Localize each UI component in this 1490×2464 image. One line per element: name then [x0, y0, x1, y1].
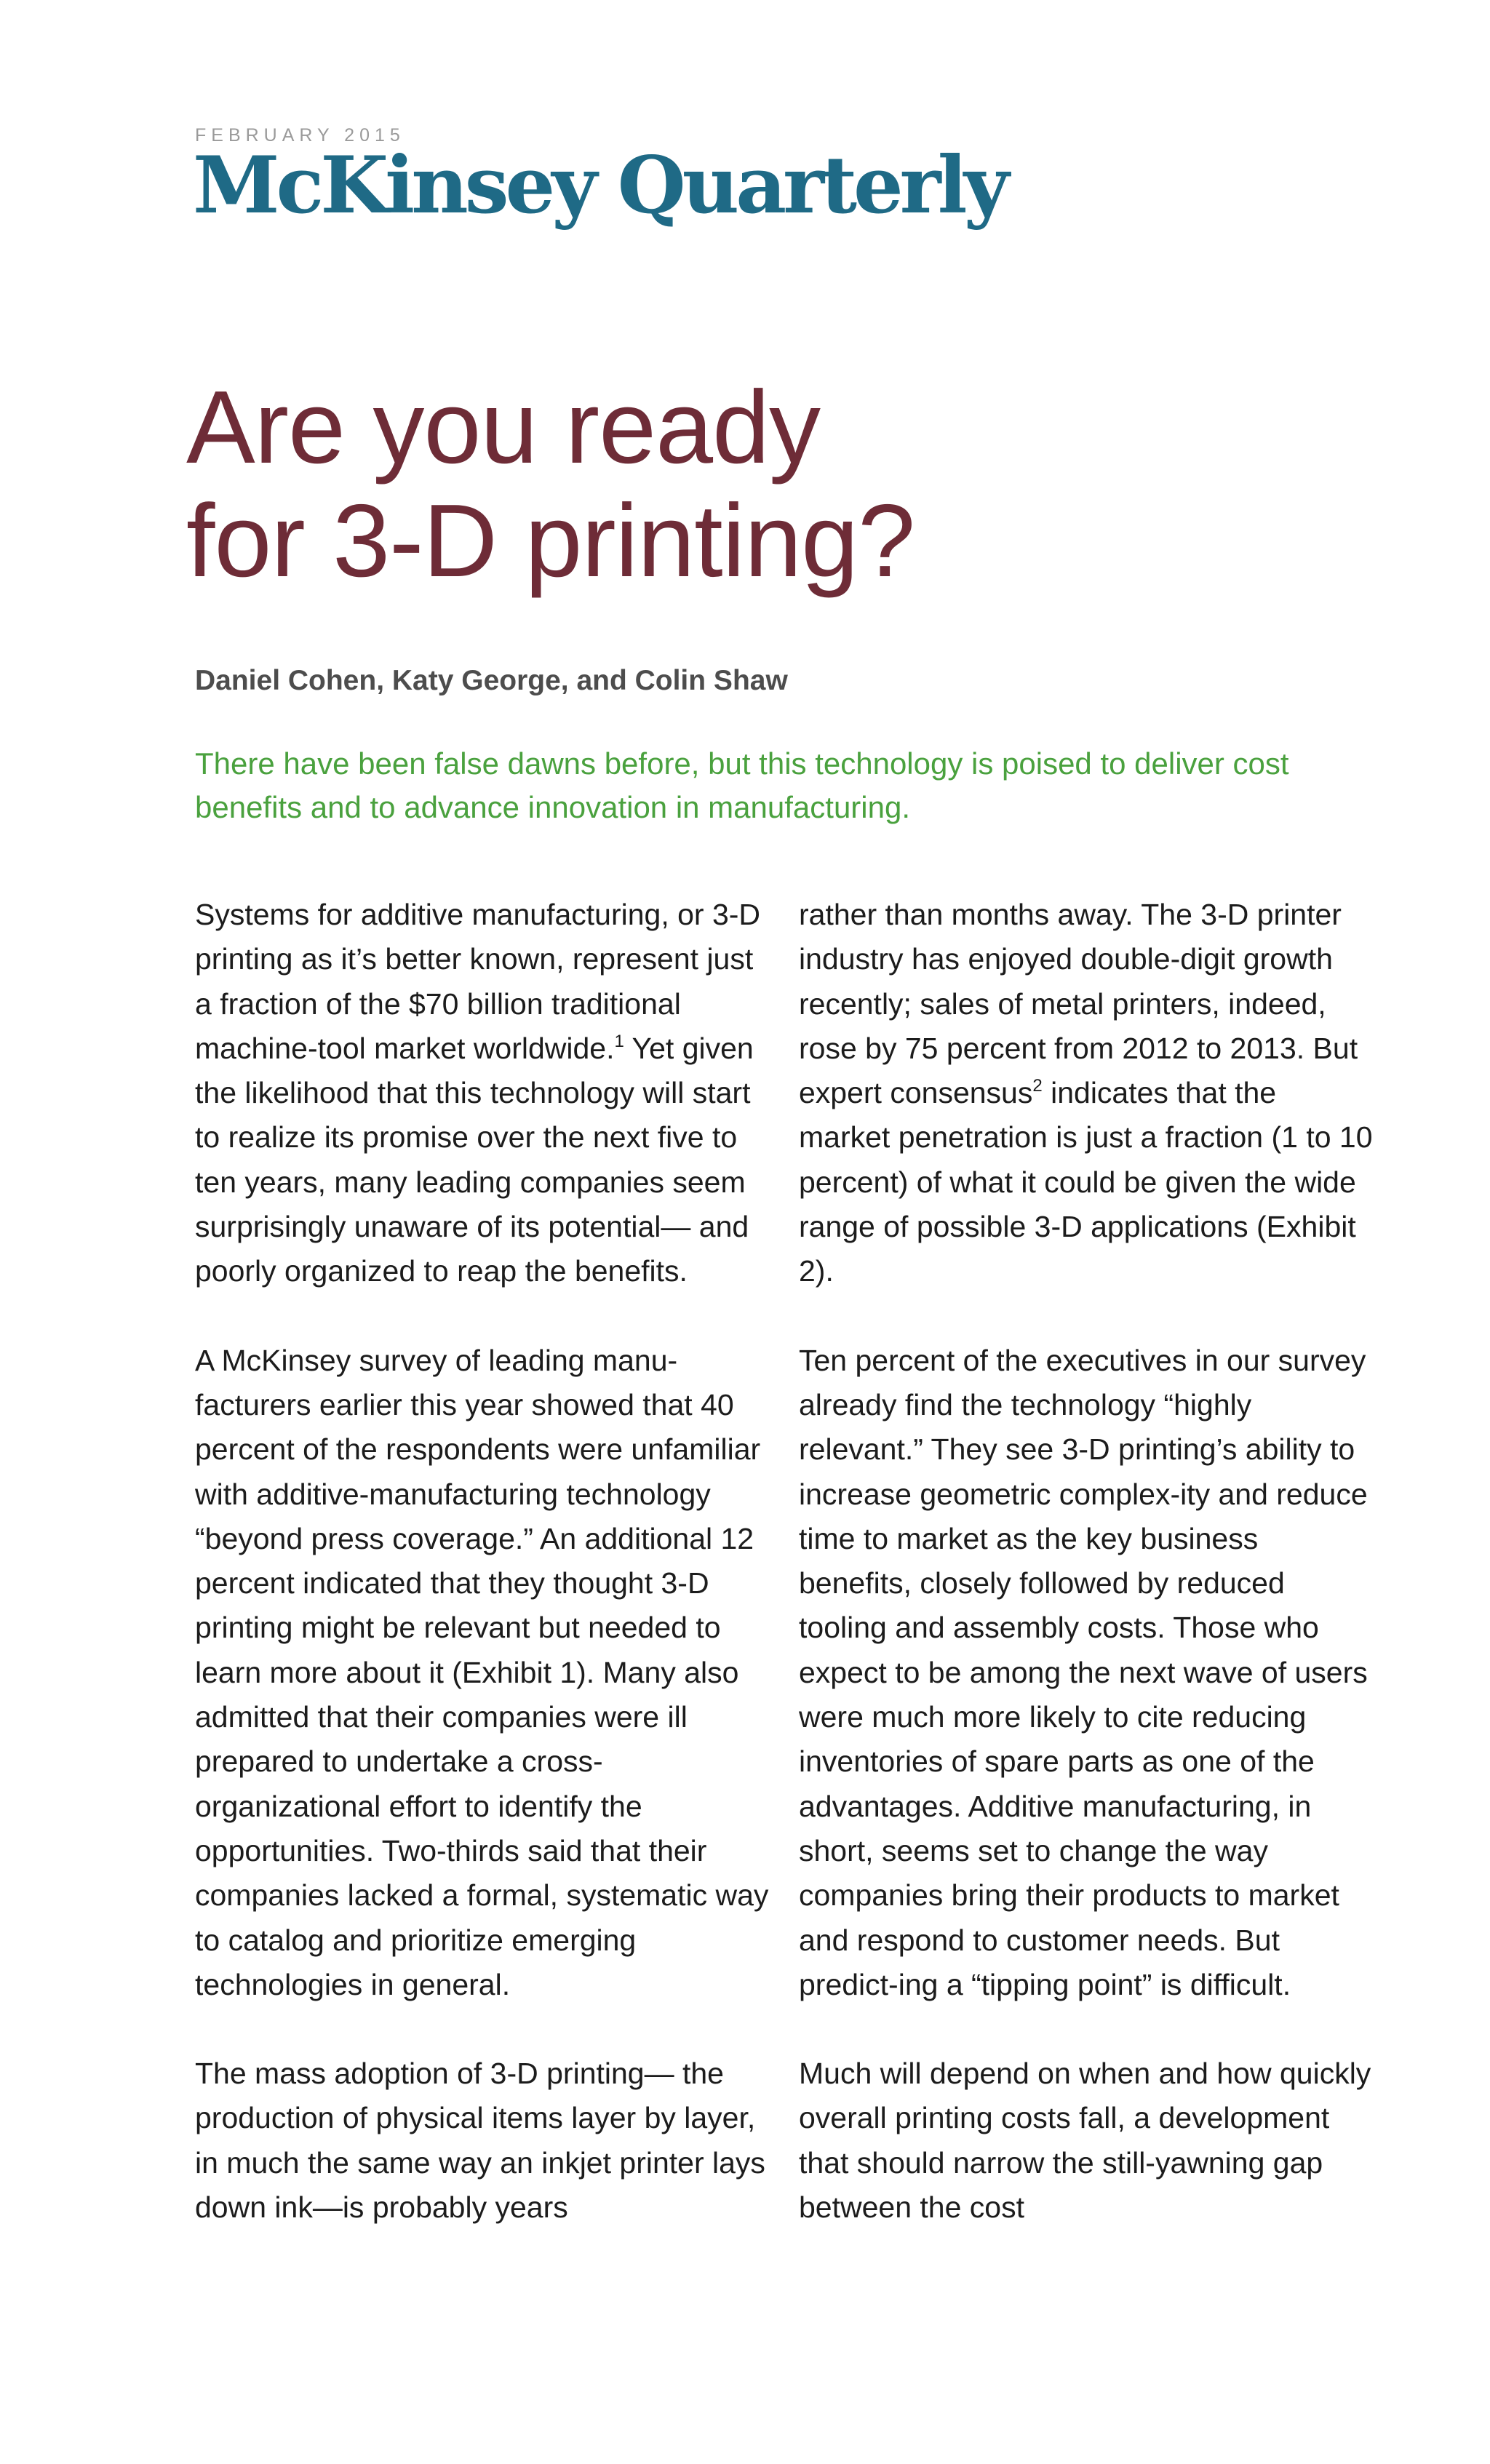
- footnote-ref-1: 1: [614, 1031, 624, 1051]
- title-line-1: Are you ready: [186, 370, 821, 485]
- deck-line-1: There have been false dawns before, but this technology is poised to deliver cost: [195, 746, 1289, 781]
- publication-logo: McKinsey Quarterly: [193, 140, 1006, 231]
- paragraph-text: Systems for additive manufacturing, or 3-D printing as it’s better known, represent just a fraction of the $70 billion traditional machine-tool market worldwide.: [195, 898, 761, 1065]
- paragraph-text: indicates that the market penetration is just a fraction (1 to 10 percent) of what it could be given the wide range of possible 3-D applications (Exhibit 2).: [799, 1076, 1373, 1288]
- title-line-2: for 3-D printing?: [186, 483, 915, 599]
- body-paragraph-3: The mass adoption of 3-D printing— the production of physical items layer by layer, in much the same way an inkjet printer lays down ink—is probably years: [195, 2057, 765, 2225]
- deck-line-2: benefits and to advance innovation in manufacturing.: [195, 790, 911, 824]
- paragraph-text: rather than months away. The 3-D printer industry has enjoyed double-digit growth recently; sales of metal printers, indeed, rose by 75 percent from 2012 to 2013. But expert consensus: [799, 898, 1358, 1110]
- body-paragraph-2: A McKinsey survey of leading manu-facturers earlier this year showed that 40 percent of the respondents were unfamiliar with additive-manufacturing technology “beyond press coverage.” An additional 12 percent indicated that they thought 3-D printing might be relevant but needed to learn more about it (Exhibit 1). Many also admitted that their companies were ill prepared to undertake a cross-organizational effort to identify the opportunities. Two-thirds said that their companies lacked a formal, systematic way to catalog and prioritize emerging technologies in general.: [195, 1343, 769, 2001]
- paragraph-text: Yet given the likelihood that this technology will start to realize its promise over the next five to ten years, many leading companies seem surprisingly unaware of its potential— and poorly organized to reap the benefits.: [195, 1031, 754, 1288]
- body-paragraph-1: [195, 893, 770, 1294]
- body-paragraph-6: Much will depend on when and how quickly overall printing costs fall, a development that should narrow the still-yawning gap between the cost: [799, 2057, 1371, 2225]
- article-authors: Daniel Cohen, Katy George, and Colin Shaw: [195, 665, 788, 696]
- body-column-right: [799, 893, 1374, 2274]
- article-deck: [195, 742, 1344, 829]
- body-paragraph-4: [799, 893, 1374, 1294]
- body-paragraph-5: Ten percent of the executives in our survey already find the technology “highly relevant.” They see 3-D printing’s ability to increase geometric complex-ity and reduce time to market as the key business benefits, closely followed by reduced tooling and assembly costs. Those who expect to be among the next wave of users were much more likely to cite reducing inventories of spare parts as one of the advantages. Additive manufacturing, in short, seems set to change the way companies bring their products to market and respond to customer needs. But predict-ing a “tipping point” is difficult.: [799, 1343, 1368, 2001]
- issue-date: FEBRUARY 2015: [195, 125, 405, 145]
- footnote-ref-2: 2: [1032, 1076, 1043, 1096]
- article-title: [186, 371, 1278, 598]
- body-column-left: [195, 893, 770, 2274]
